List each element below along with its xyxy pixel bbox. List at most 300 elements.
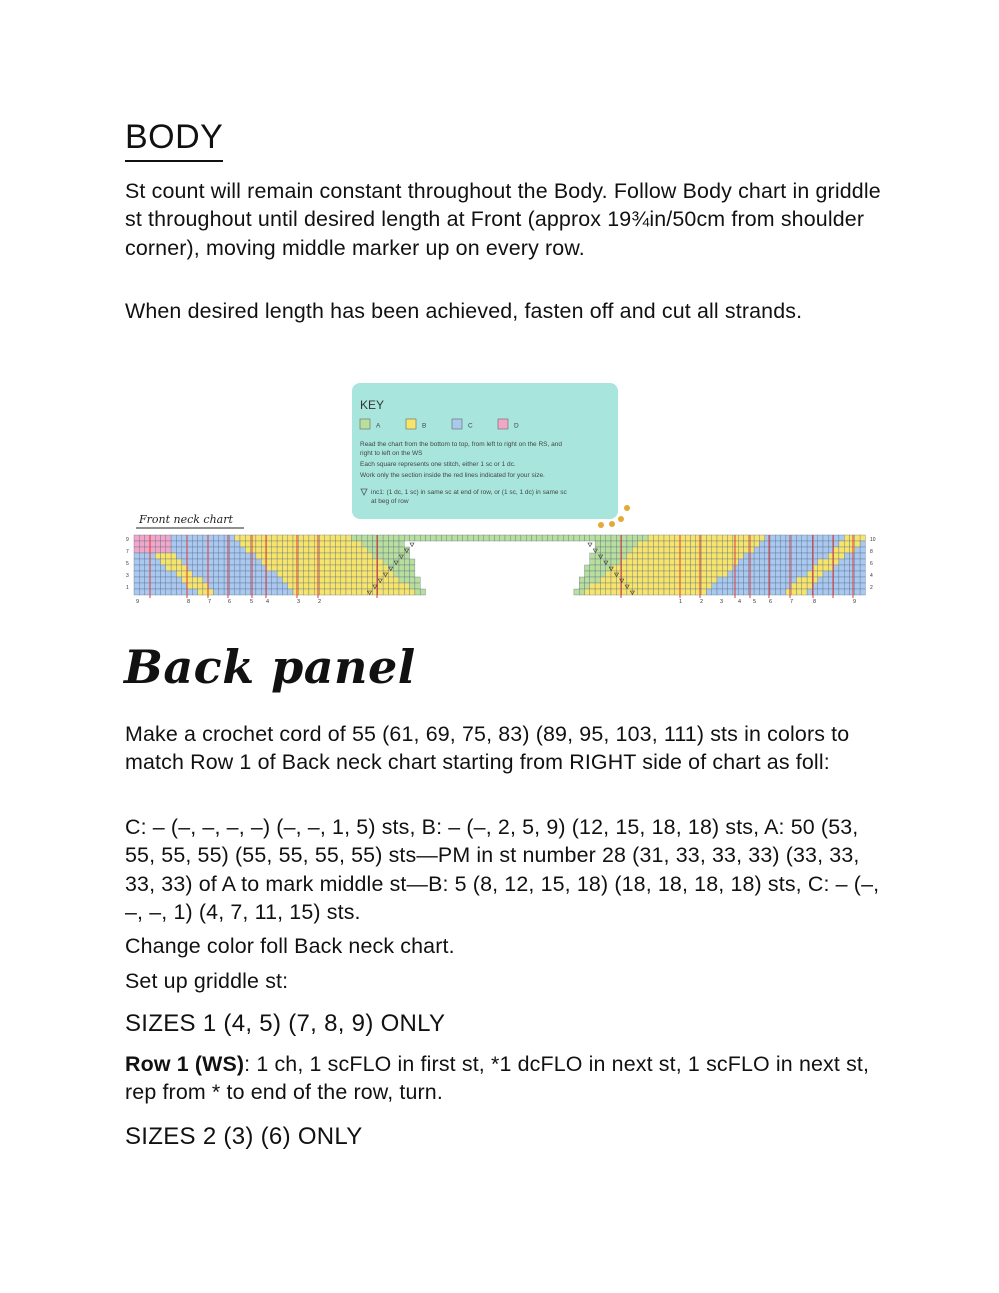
chart-cell <box>807 583 812 589</box>
chart-cell <box>145 577 150 583</box>
row-label: 5 <box>126 561 129 567</box>
chart-cell <box>357 589 362 595</box>
chart-cell <box>797 553 802 559</box>
chart-cell <box>648 583 653 589</box>
chart-cell <box>145 559 150 565</box>
chart-cell <box>288 559 293 565</box>
chart-cell <box>669 547 674 553</box>
chart-cell <box>728 583 733 589</box>
chart-cell <box>320 541 325 547</box>
chart-cell <box>744 535 749 541</box>
chart-cell <box>176 583 181 589</box>
chart-cell <box>155 571 160 577</box>
chart-cell <box>394 565 399 571</box>
chart-cell <box>176 559 181 565</box>
chart-cell <box>203 577 208 583</box>
chart-cell <box>802 559 807 565</box>
chart-cell <box>341 553 346 559</box>
chart-cell <box>706 571 711 577</box>
neck-band-cell <box>489 535 494 541</box>
chart-cell <box>680 547 685 553</box>
chart-cell <box>245 547 250 553</box>
chart-cell <box>309 577 314 583</box>
chart-cell <box>150 583 155 589</box>
chart-cell <box>781 541 786 547</box>
chart-cell <box>288 541 293 547</box>
chart-label: Front neck chart <box>139 513 233 526</box>
chart-cell <box>701 547 706 553</box>
key-inc-line-2: at beg of row <box>371 498 409 505</box>
chart-cell <box>622 559 627 565</box>
chart-cell <box>208 565 213 571</box>
chart-cell <box>330 559 335 565</box>
chart-cell <box>669 535 674 541</box>
chart-cell <box>733 583 738 589</box>
chart-cell <box>738 559 743 565</box>
chart-cell <box>680 559 685 565</box>
chart-cell <box>161 565 166 571</box>
chart-cell <box>187 577 192 583</box>
chart-cell <box>320 535 325 541</box>
chart-cell <box>728 577 733 583</box>
chart-cell <box>304 589 309 595</box>
chart-cell <box>161 541 166 547</box>
chart-cell <box>632 583 637 589</box>
chart-cell <box>155 547 160 553</box>
chart-cell <box>659 553 664 559</box>
chart-cell <box>659 583 664 589</box>
chart-cell <box>585 577 590 583</box>
chart-cell <box>791 565 796 571</box>
chart-cell <box>415 577 420 583</box>
chart-cell <box>797 559 802 565</box>
chart-cell <box>351 535 356 541</box>
chart-cell <box>669 553 674 559</box>
back-paragraph-3: Change color foll Back neck chart. <box>125 934 455 958</box>
chart-cell <box>685 589 690 595</box>
chart-cell <box>320 571 325 577</box>
chart-cell <box>378 583 383 589</box>
chart-cell <box>298 553 303 559</box>
chart-cell <box>176 589 181 595</box>
chart-cell <box>182 577 187 583</box>
chart-cell <box>728 559 733 565</box>
chart-cell <box>145 565 150 571</box>
chart-cell <box>638 553 643 559</box>
chart-cell <box>219 541 224 547</box>
chart-cell <box>150 535 155 541</box>
chart-cell <box>664 559 669 565</box>
chart-cell <box>229 589 234 595</box>
chart-cell <box>176 547 181 553</box>
chart-cell <box>150 565 155 571</box>
chart-cell <box>685 571 690 577</box>
chart-cell <box>145 535 150 541</box>
key-swatch-label: B <box>422 422 427 430</box>
neck-band-cell <box>505 535 510 541</box>
chart-cell <box>802 541 807 547</box>
chart-cell <box>850 535 855 541</box>
chart-cell <box>404 553 409 559</box>
chart-cell <box>675 553 680 559</box>
chart-cell <box>579 583 584 589</box>
chart-cell <box>378 553 383 559</box>
neck-band-cell <box>563 535 568 541</box>
chart-cell <box>638 547 643 553</box>
chart-cell <box>155 541 160 547</box>
chart-cell <box>600 547 605 553</box>
chart-cell <box>685 541 690 547</box>
chart-cell <box>622 577 627 583</box>
neck-band-cell <box>542 535 547 541</box>
chart-cell <box>722 535 727 541</box>
chart-cell <box>139 571 144 577</box>
chart-cell <box>733 547 738 553</box>
chart-cell <box>309 553 314 559</box>
chart-cell <box>738 553 743 559</box>
chart-cell <box>648 553 653 559</box>
chart-cell <box>251 583 256 589</box>
chart-cell <box>606 541 611 547</box>
chart-cell <box>314 565 319 571</box>
chart-cell <box>638 565 643 571</box>
chart-cell <box>685 535 690 541</box>
size-label: 6 <box>769 599 773 605</box>
chart-cell <box>834 565 839 571</box>
chart-cell <box>388 547 393 553</box>
chart-cell <box>256 571 261 577</box>
chart-cell <box>282 583 287 589</box>
chart-cell <box>855 571 860 577</box>
chart-cell <box>187 559 192 565</box>
chart-cell <box>775 541 780 547</box>
neck-band-cell <box>426 535 431 541</box>
chart-cell <box>293 541 298 547</box>
chart-cell <box>245 571 250 577</box>
chart-cell <box>622 583 627 589</box>
chart-cell <box>288 589 293 595</box>
chart-cell <box>229 541 234 547</box>
chart-cell <box>325 535 330 541</box>
chart-cell <box>383 589 388 595</box>
key-title: KEY <box>360 398 385 412</box>
chart-cell <box>722 583 727 589</box>
chart-cell <box>712 583 717 589</box>
chart-cell <box>187 547 192 553</box>
chart-cell <box>314 577 319 583</box>
chart-cell <box>325 565 330 571</box>
neck-band-cell <box>441 535 446 541</box>
chart-cell <box>685 559 690 565</box>
chart-cell <box>659 547 664 553</box>
chart-cell <box>791 559 796 565</box>
chart-cell <box>860 583 865 589</box>
chart-cell <box>219 547 224 553</box>
chart-cell <box>600 535 605 541</box>
chart-cell <box>139 565 144 571</box>
chart-cell <box>235 583 240 589</box>
chart-cell <box>341 565 346 571</box>
chart-cell <box>680 577 685 583</box>
chart-cell <box>235 565 240 571</box>
chart-cell <box>229 547 234 553</box>
neck-band-cell <box>574 535 579 541</box>
chart-cell <box>229 565 234 571</box>
neck-band-cell <box>452 535 457 541</box>
chart-cell <box>219 589 224 595</box>
chart-cell <box>219 565 224 571</box>
chart-cell <box>240 541 245 547</box>
chart-cell <box>733 553 738 559</box>
chart-cell <box>632 571 637 577</box>
chart-cell <box>712 559 717 565</box>
chart-cell <box>166 577 171 583</box>
chart-cell <box>203 559 208 565</box>
chart-cell <box>325 541 330 547</box>
chart-cell <box>304 535 309 541</box>
chart-cell <box>706 583 711 589</box>
chart-cell <box>685 553 690 559</box>
chart-cell <box>717 571 722 577</box>
neck-band-cell <box>468 535 473 541</box>
chart-cell <box>818 571 823 577</box>
chart-cell <box>627 589 632 595</box>
key-swatch-label: D <box>514 422 519 430</box>
chart-cell <box>606 535 611 541</box>
chart-cell <box>293 535 298 541</box>
chart-cell <box>335 571 340 577</box>
chart-cell <box>214 559 219 565</box>
chart-cell <box>850 577 855 583</box>
chart-cell <box>330 577 335 583</box>
chart-cell <box>288 565 293 571</box>
chart-cell <box>224 571 229 577</box>
chart-cell <box>664 589 669 595</box>
chart-cell <box>208 571 213 577</box>
neck-band-cell <box>479 535 484 541</box>
chart-cell <box>161 535 166 541</box>
chart-cell <box>235 547 240 553</box>
chart-cell <box>691 535 696 541</box>
chart-cell <box>844 553 849 559</box>
chart-cell <box>855 583 860 589</box>
chart-cell <box>219 535 224 541</box>
row-label: 3 <box>126 573 129 579</box>
chart-cell <box>335 553 340 559</box>
chart-cell <box>706 553 711 559</box>
row-label: 6 <box>870 561 873 567</box>
chart-cell <box>775 553 780 559</box>
chart-cell <box>325 577 330 583</box>
key-box <box>352 383 618 519</box>
chart-cell <box>638 583 643 589</box>
chart-cell <box>161 559 166 565</box>
chart-cell <box>198 583 203 589</box>
chart-cell <box>235 589 240 595</box>
chart-cell <box>664 535 669 541</box>
chart-cell <box>653 583 658 589</box>
chart-cell <box>357 541 362 547</box>
chart-cell <box>728 535 733 541</box>
chart-cell <box>298 535 303 541</box>
chart-cell <box>330 589 335 595</box>
chart-cell <box>622 547 627 553</box>
chart-cell <box>595 583 600 589</box>
chart-cell <box>219 571 224 577</box>
chart-cell <box>632 565 637 571</box>
chart-cell <box>706 565 711 571</box>
chart-cell <box>632 589 637 595</box>
neck-band-cell <box>415 535 420 541</box>
chart-cell <box>145 583 150 589</box>
chart-cell <box>595 547 600 553</box>
chart-cell <box>653 535 658 541</box>
chart-cell <box>378 547 383 553</box>
chart-cell <box>224 565 229 571</box>
size-label: 3 <box>297 599 301 605</box>
chart-cell <box>378 565 383 571</box>
chart-cell <box>335 535 340 541</box>
chart-cell <box>590 589 595 595</box>
size-label: 2 <box>700 599 704 605</box>
chart-cell <box>367 547 372 553</box>
chart-cell <box>823 583 828 589</box>
chart-cell <box>293 583 298 589</box>
chart-cell <box>744 559 749 565</box>
chart-cell <box>600 589 605 595</box>
chart-cell <box>304 547 309 553</box>
chart-cell <box>585 583 590 589</box>
chart-cell <box>341 577 346 583</box>
neck-band-cell <box>553 535 558 541</box>
chart-cell <box>171 577 176 583</box>
chart-cell <box>781 535 786 541</box>
chart-cell <box>839 541 844 547</box>
chart-cell <box>272 559 277 565</box>
chart-cell <box>675 541 680 547</box>
chart-cell <box>309 589 314 595</box>
chart-cell <box>282 565 287 571</box>
chart-cell <box>775 535 780 541</box>
chart-cell <box>818 541 823 547</box>
chart-cell <box>399 571 404 577</box>
front-neck-chart-figure <box>0 380 999 610</box>
chart-cell <box>606 565 611 571</box>
chart-cell <box>706 535 711 541</box>
chart-cell <box>272 589 277 595</box>
chart-cell <box>781 547 786 553</box>
chart-cell <box>839 565 844 571</box>
key-swatch-b <box>406 419 416 429</box>
chart-cell <box>759 577 764 583</box>
chart-cell <box>388 571 393 577</box>
chart-cell <box>272 577 277 583</box>
chart-cell <box>256 553 261 559</box>
chart-cell <box>627 565 632 571</box>
chart-cell <box>659 565 664 571</box>
chart-cell <box>282 577 287 583</box>
chart-cell <box>267 553 272 559</box>
chart-cell <box>744 583 749 589</box>
chart-cell <box>298 547 303 553</box>
chart-cell <box>304 583 309 589</box>
chart-cell <box>267 571 272 577</box>
chart-cell <box>802 553 807 559</box>
chart-cell <box>781 571 786 577</box>
chart-cell <box>744 577 749 583</box>
chart-cell <box>203 535 208 541</box>
chart-cell <box>351 565 356 571</box>
chart-cell <box>738 535 743 541</box>
chart-cell <box>139 559 144 565</box>
chart-cell <box>378 541 383 547</box>
chart-cell <box>171 553 176 559</box>
chart-cell <box>203 541 208 547</box>
chart-cell <box>759 535 764 541</box>
neck-band-cell <box>484 535 489 541</box>
chart-cell <box>304 553 309 559</box>
chart-cell <box>155 583 160 589</box>
chart-cell <box>256 535 261 541</box>
chart-cell <box>733 541 738 547</box>
neck-band-cell <box>547 535 552 541</box>
chart-cell <box>320 577 325 583</box>
chart-cell <box>733 559 738 565</box>
chart-cell <box>712 541 717 547</box>
chart-cell <box>675 577 680 583</box>
neck-band-cell <box>579 535 584 541</box>
chart-cell <box>267 535 272 541</box>
chart-cell <box>383 559 388 565</box>
chart-cell <box>272 565 277 571</box>
chart-cell <box>606 577 611 583</box>
chart-cell <box>823 559 828 565</box>
chart-cell <box>145 541 150 547</box>
chart-cell <box>659 559 664 565</box>
chart-cell <box>701 583 706 589</box>
chart-cell <box>192 547 197 553</box>
chart-cell <box>834 535 839 541</box>
chart-cell <box>362 535 367 541</box>
chart-cell <box>161 571 166 577</box>
chart-cell <box>288 535 293 541</box>
chart-cell <box>770 541 775 547</box>
chart-cell <box>282 571 287 577</box>
chart-cell <box>733 571 738 577</box>
chart-cell <box>330 541 335 547</box>
chart-cell <box>648 535 653 541</box>
chart-cell <box>638 589 643 595</box>
chart-cell <box>293 559 298 565</box>
neck-band-cell <box>473 535 478 541</box>
chart-cell <box>627 583 632 589</box>
chart-cell <box>182 589 187 595</box>
chart-cell <box>245 589 250 595</box>
chart-cell <box>775 565 780 571</box>
chart-cell <box>759 565 764 571</box>
chart-cell <box>394 547 399 553</box>
chart-cell <box>691 559 696 565</box>
chart-cell <box>176 577 181 583</box>
chart-cell <box>272 553 277 559</box>
chart-cell <box>834 589 839 595</box>
chart-cell <box>818 547 823 553</box>
chart-cell <box>770 565 775 571</box>
chart-cell <box>351 589 356 595</box>
chart-cell <box>309 541 314 547</box>
chart-cell <box>759 571 764 577</box>
chart-cell <box>638 571 643 577</box>
